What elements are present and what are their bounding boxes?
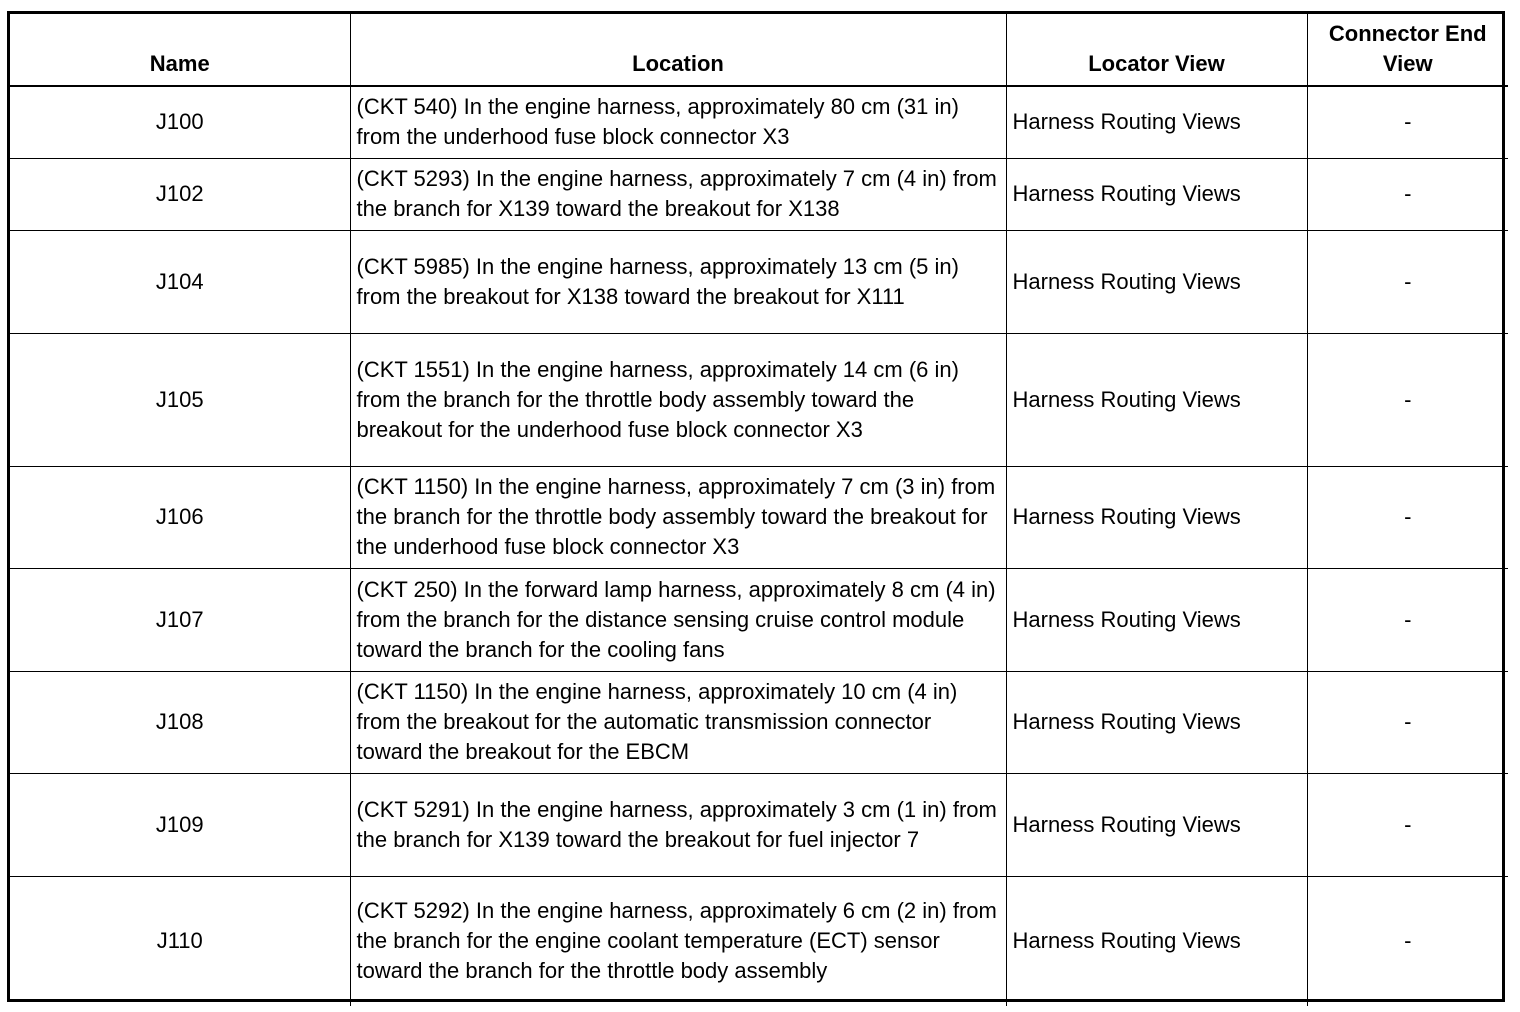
cell-name: J100 (10, 86, 350, 158)
cell-locator-view: Harness Routing Views (1006, 158, 1307, 230)
cell-name: J109 (10, 773, 350, 876)
cell-name: J108 (10, 671, 350, 773)
cell-locator-view: Harness Routing Views (1006, 671, 1307, 773)
cell-location: (CKT 1150) In the engine harness, approximately 10 cm (4 in) from the breakout for the automatic transmission connector toward the breakout for the EBCM (350, 671, 1006, 773)
cell-locator-view: Harness Routing Views (1006, 230, 1307, 333)
cell-location: (CKT 1150) In the engine harness, approximately 7 cm (3 in) from the branch for the throttle body assembly toward the breakout for the underhood fuse block connector X3 (350, 466, 1006, 568)
cell-locator-view: Harness Routing Views (1006, 568, 1307, 671)
table-row (10, 568, 1508, 671)
cell-name: J104 (10, 230, 350, 333)
table-row (10, 876, 1508, 1006)
header-locator-view: Locator View (1006, 14, 1307, 86)
cell-location: (CKT 5291) In the engine harness, approximately 3 cm (1 in) from the branch for X139 toward the breakout for fuel injector 7 (350, 773, 1006, 876)
cell-location: (CKT 5293) In the engine harness, approximately 7 cm (4 in) from the branch for X139 toward the breakout for X138 (350, 158, 1006, 230)
table-header-row (10, 14, 1508, 86)
header-location: Location (350, 14, 1006, 86)
cell-location: (CKT 250) In the forward lamp harness, approximately 8 cm (4 in) from the branch for the distance sensing cruise control module toward the branch for the cooling fans (350, 568, 1006, 671)
cell-locator-view: Harness Routing Views (1006, 773, 1307, 876)
cell-name: J102 (10, 158, 350, 230)
cell-locator-view: Harness Routing Views (1006, 333, 1307, 466)
cell-connector-end-view: - (1307, 568, 1508, 671)
header-name: Name (10, 14, 350, 86)
cell-locator-view: Harness Routing Views (1006, 466, 1307, 568)
connector-location-table (10, 14, 1508, 1006)
cell-name: J106 (10, 466, 350, 568)
table-row (10, 466, 1508, 568)
cell-location: (CKT 5985) In the engine harness, approximately 13 cm (5 in) from the breakout for X138 toward the breakout for X111 (350, 230, 1006, 333)
cell-connector-end-view: - (1307, 876, 1508, 1006)
header-connector-end-view: Connector End View (1307, 14, 1508, 86)
table-row (10, 333, 1508, 466)
table-row (10, 773, 1508, 876)
cell-connector-end-view: - (1307, 466, 1508, 568)
cell-name: J110 (10, 876, 350, 1006)
cell-locator-view: Harness Routing Views (1006, 86, 1307, 158)
cell-location: (CKT 540) In the engine harness, approximately 80 cm (31 in) from the underhood fuse block connector X3 (350, 86, 1006, 158)
cell-name: J105 (10, 333, 350, 466)
table-row (10, 158, 1508, 230)
cell-connector-end-view: - (1307, 333, 1508, 466)
cell-connector-end-view: - (1307, 671, 1508, 773)
cell-connector-end-view: - (1307, 230, 1508, 333)
cell-location: (CKT 1551) In the engine harness, approximately 14 cm (6 in) from the branch for the throttle body assembly toward the breakout for the underhood fuse block connector X3 (350, 333, 1006, 466)
table-row (10, 86, 1508, 158)
cell-name: J107 (10, 568, 350, 671)
table-row (10, 671, 1508, 773)
connector-location-table-frame (7, 11, 1505, 1002)
cell-connector-end-view: - (1307, 773, 1508, 876)
cell-connector-end-view: - (1307, 158, 1508, 230)
cell-locator-view: Harness Routing Views (1006, 876, 1307, 1006)
cell-location: (CKT 5292) In the engine harness, approximately 6 cm (2 in) from the branch for the engine coolant temperature (ECT) sensor toward the branch for the throttle body assembly (350, 876, 1006, 1006)
cell-connector-end-view: - (1307, 86, 1508, 158)
table-row (10, 230, 1508, 333)
